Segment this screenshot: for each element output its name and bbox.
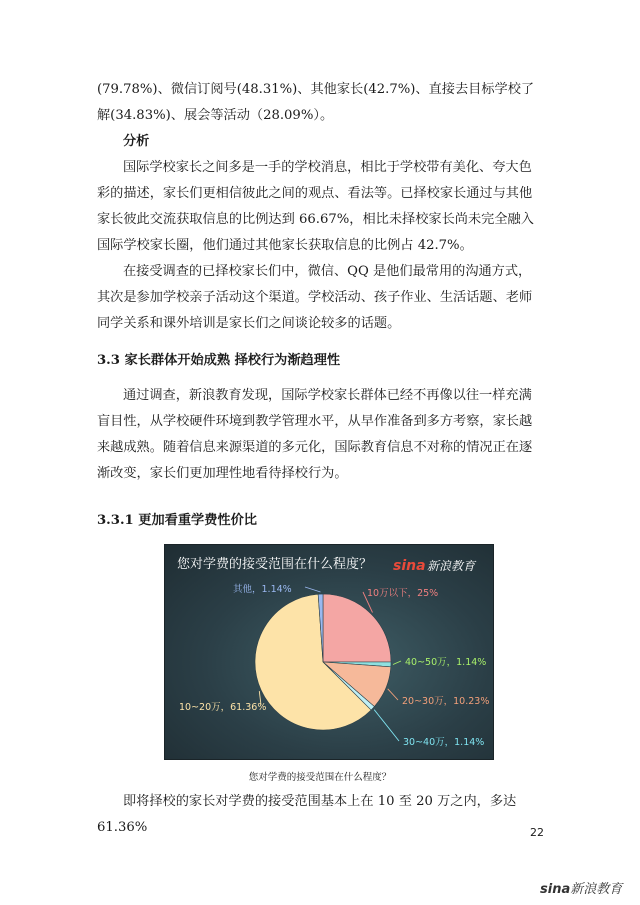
chart-logo-mark: sina: [393, 558, 426, 574]
chart-logo: [393, 558, 477, 574]
pie-label-2: 20~30万，10.23%: [402, 696, 490, 707]
subsection-heading: 3.3.1 更加看重学费性价比: [97, 513, 257, 528]
pie-label-5: 其他，1.14%: [233, 584, 292, 595]
pie-slice-0: [323, 594, 391, 662]
pie-label-1: 40~50万，1.14%: [405, 657, 487, 668]
pie-label-3: 30~40万，1.14%: [403, 737, 485, 748]
figure-caption: 您对学费的接受范围在什么程度？: [248, 772, 392, 783]
pie-chart: [164, 544, 494, 760]
pie-leader-line-2: [388, 689, 398, 700]
page-number: 22: [530, 826, 544, 839]
section-heading: 3.3 家长群体开始成熟 择校行为渐趋理性: [97, 353, 341, 368]
paragraph-3: 在接受调查的已择校家长们中，微信、QQ 是他们最常用的沟通方式，其次是参加学校亲子活动这个渠道。学校活动、孩子作业、生活话题、老师同学关系和课外培训是家长们之间谈论较多的话题。: [97, 264, 533, 331]
pie-leader-line-5: [305, 587, 321, 592]
footer-logo-mark: sina: [540, 882, 571, 897]
pie-label-0: 10万以下，25%: [367, 588, 439, 599]
paragraph-2: 国际学校家长之间多是一手的学校消息，相比于学校带有美化、夸大色彩的描述，家长们更相信彼此之间的观点、看法等。已择校家长通过与其他家长彼此交流获取信息的比例达到 66.67%，相比未择校家长尚未完全融入国际学校家长圈，他们通过其他家长获取信息的比例占 42.7%。: [97, 160, 534, 253]
pie-label-4: 10~20万，61.36%: [179, 702, 267, 713]
analysis-heading: 分析: [123, 134, 150, 149]
chart-logo-text: 新浪教育: [427, 559, 476, 573]
chart-title: 您对学费的接受范围在什么程度？: [177, 557, 373, 572]
paragraph-5: 即将择校的家长对学费的接受范围基本上在 10 至 20 万之内，多达 61.36%: [97, 794, 517, 835]
pie-leader-line-1: [393, 661, 401, 665]
pie-slices: [255, 594, 391, 730]
pie-leader-line-3: [374, 710, 399, 741]
paragraph-4: 通过调查，新浪教育发现，国际学校家长群体已经不再像以往一样充满盲目性，从学校硬件环境到教学管理水平，从早作准备到多方考察，家长越来越成熟。随着信息来源渠道的多元化，国际教育信息不对称的情况正在逐渐改变，家长们更加理性地看待择校行为。: [97, 388, 533, 481]
pie-chart-svg: [165, 545, 493, 759]
footer-logo: [540, 878, 622, 897]
paragraph-1: (79.78%)、微信订阅号(48.31%)、其他家长(42.7%)、直接去目标学校了解(34.83%)、展会等活动（28.09%）。: [97, 82, 535, 123]
footer-logo-text: 新浪教育: [570, 882, 623, 897]
